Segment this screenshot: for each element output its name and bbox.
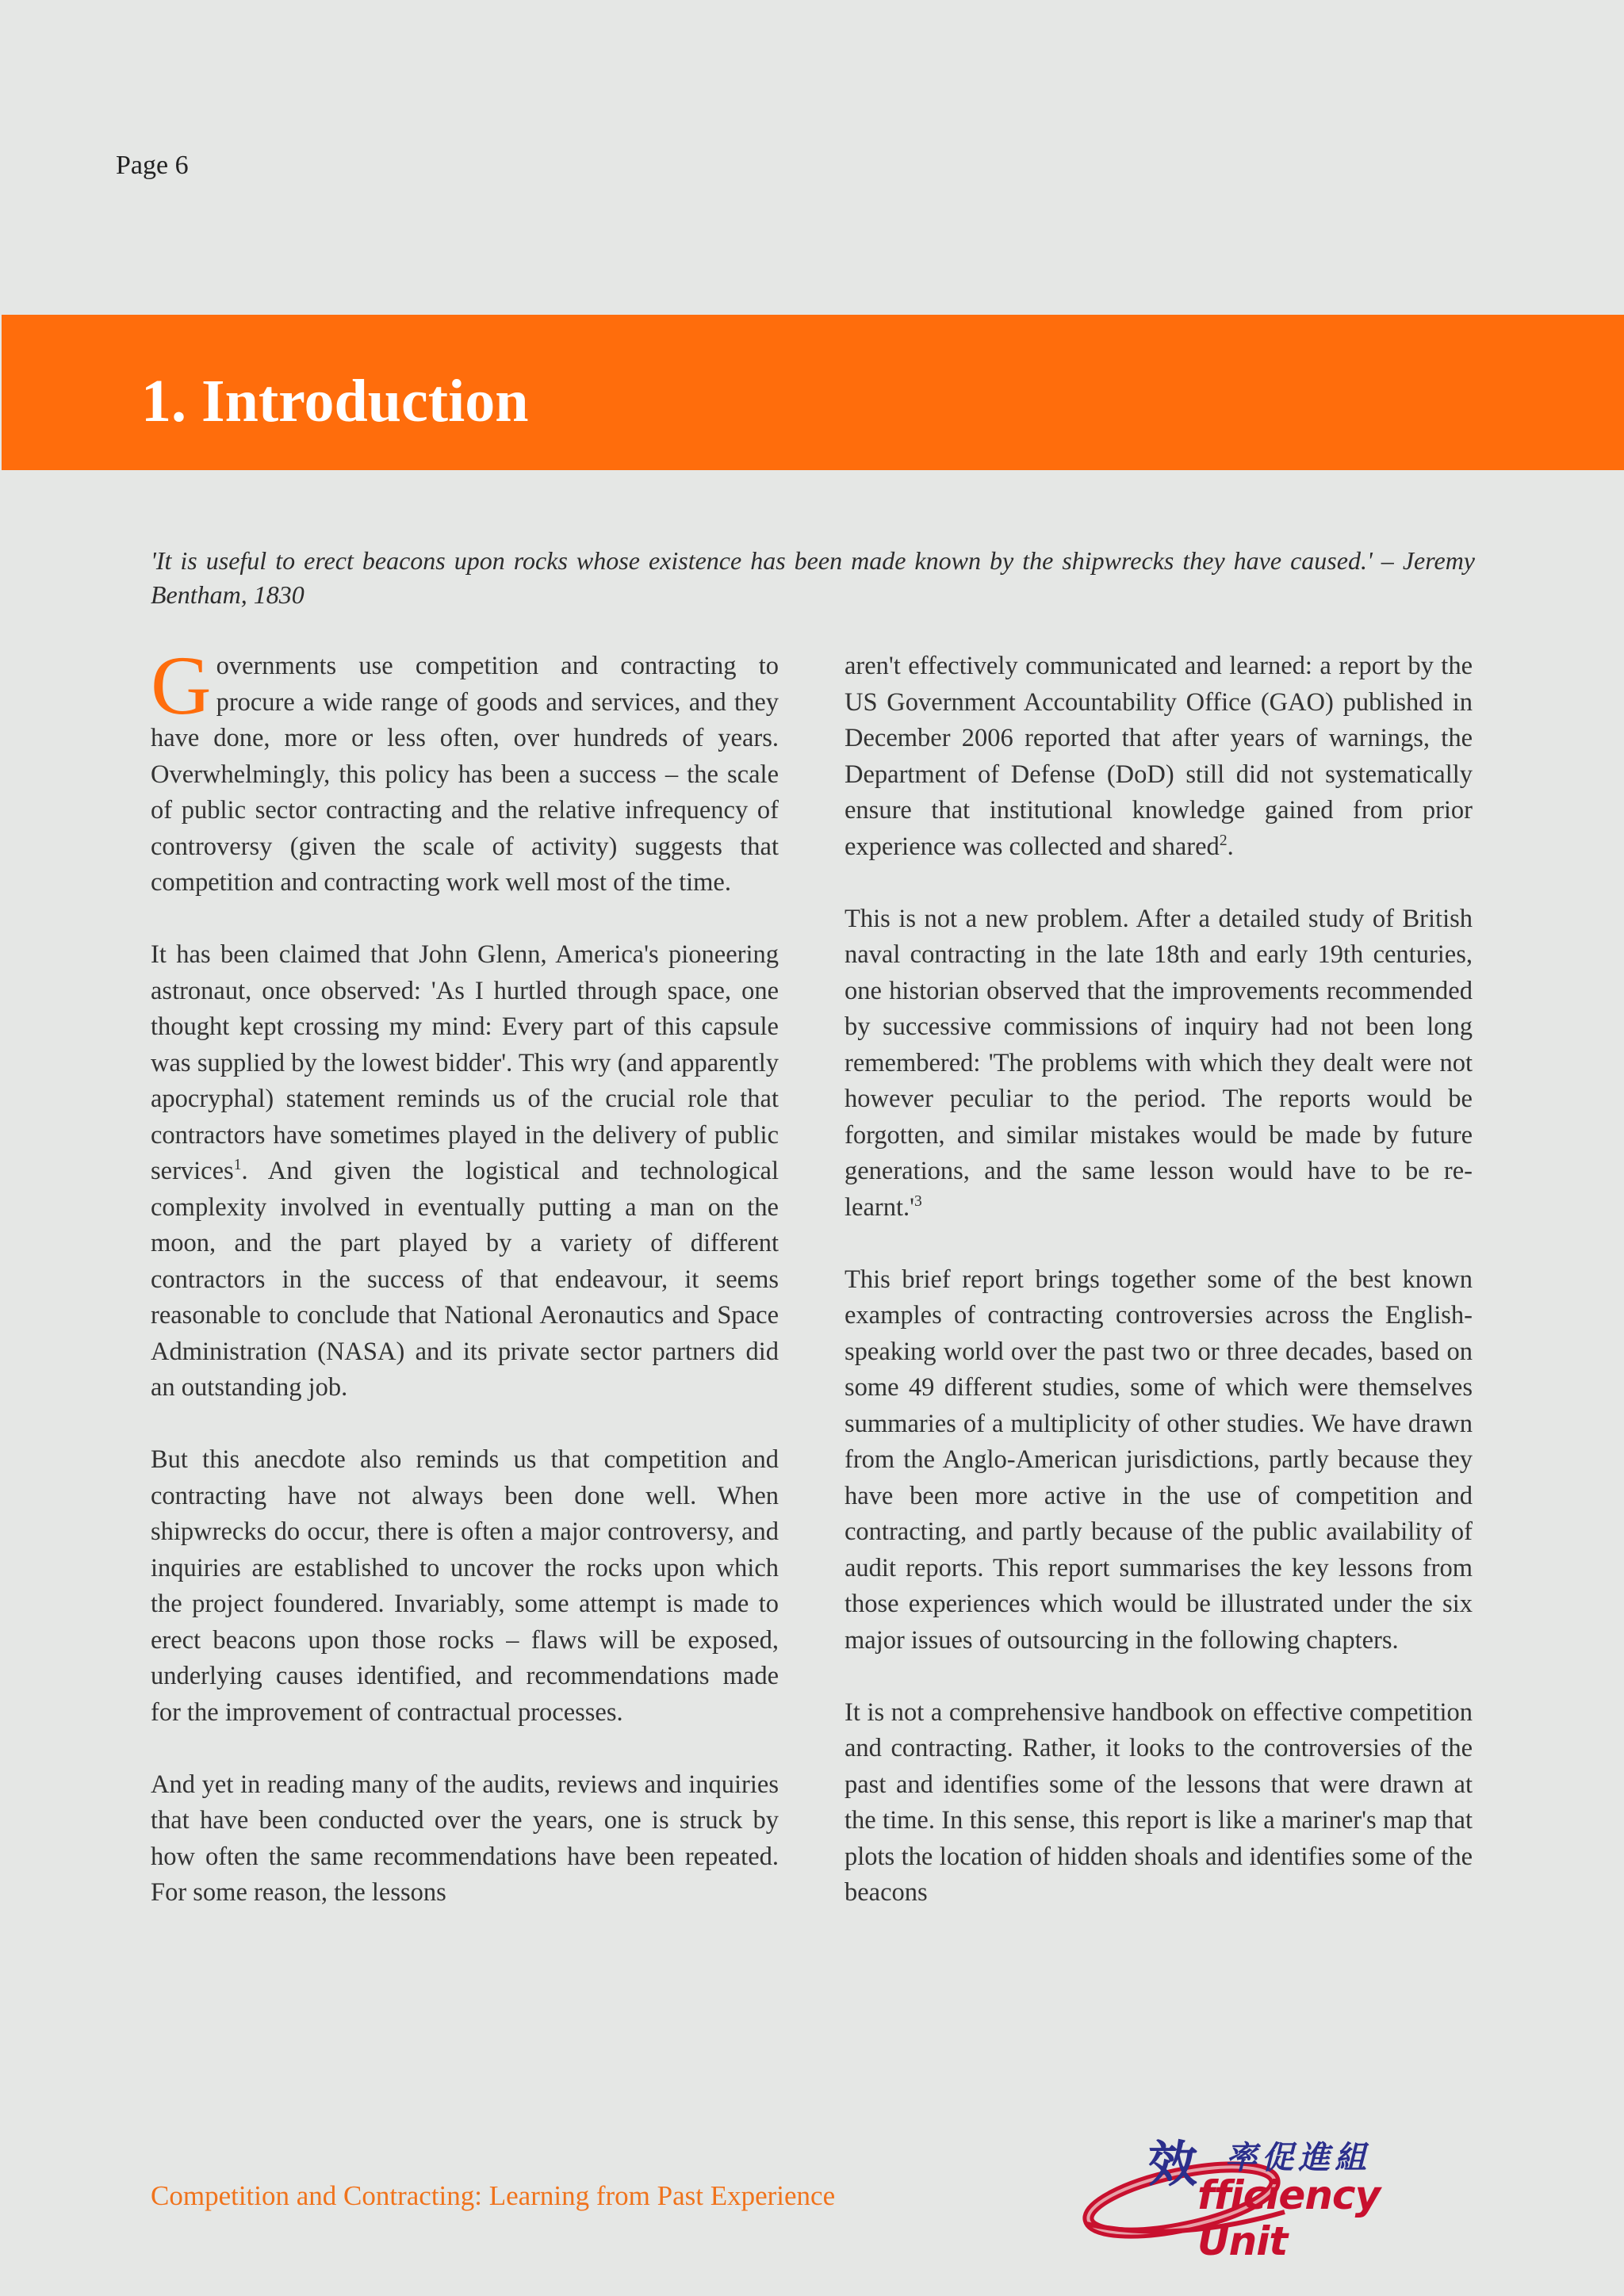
paragraph-text: This is not a new problem. After a detailed study of British naval contracting in the late 18th and early 19th centuries, one historian observed that the improvements recommended by successive commissions of inquiry had not been long remembered: 'The problems with which they dealt were not however peculiar to the period. The reports would be forgotten, and similar mistakes would be made by future generations, and the same lesson would have to be re-learnt.'	[845, 904, 1473, 1222]
paragraph	[845, 1695, 1473, 1911]
paragraph-text: But this anecdote also reminds us that competition and contracting have not always been done well. When shipwrecks do occur, there is often a major controversy, and inquiries are established to uncover the rocks upon which the project foundered. Invariably, some attempt is made to erect beacons upon those rocks – flaws will be exposed, underlying causes identified, and recommendations made for the improvement of contractual processes.	[151, 1445, 779, 1727]
paragraph	[151, 1442, 779, 1731]
paragraph-text: And yet in reading many of the audits, reviews and inquiries that have been conducted over the years, one is struck by how often the same recommendations have been repeated. For some reason, the lessons	[151, 1770, 779, 1907]
paragraph-text: It has been claimed that John Glenn, America's pioneering astronaut, once observed: 'As I hurtled through space, one thought kept crossing my mind: Every part of this capsule was supplied by the lowest bidder'. This wry (and apparently apocryphal) statement reminds us of the crucial role that contractors have sometimes played in the delivery of public services	[151, 940, 779, 1185]
logo-glyph: 效	[1148, 2135, 1198, 2193]
paragraph	[151, 1767, 779, 1911]
right-column	[845, 649, 1473, 1947]
paragraph-text: This brief report brings together some of the best known examples of contracting controversies across the English-speaking world over the past two or three decades, based on some 49 different studies, some of which were themselves summaries of a multiplicity of other studies. We have drawn from the Anglo-American jurisdictions, partly because they have been more active in the use of competition and contracting, and partly because of the public availability of audit reports. This report summarises the key lessons from those experiences which would be illustrated under the six major issues of outsourcing in the following chapters.	[845, 1265, 1473, 1655]
paragraph	[151, 937, 779, 1406]
paragraph	[845, 1262, 1473, 1659]
logo-english-text: fficiency Unit	[1197, 2172, 1381, 2264]
paragraph-text: overnments use competition and contracting to procure a wide range of goods and services, and they have done, more or less often, over hundreds of years. Overwhelmingly, this policy has been a success – the scale of public sector contracting and the relative infrequency of controversy (given the scale of activity) suggests that competition and contracting work well most of the time.	[151, 652, 779, 897]
page-number: Page 6	[116, 151, 189, 180]
paragraph	[845, 649, 1473, 865]
efficiency-unit-logo	[1063, 2125, 1475, 2264]
footer-document-title: Competition and Contracting: Learning from Past Experience	[151, 2180, 836, 2211]
paragraph-text: It is not a comprehensive handbook on effective competition and contracting. Rather, it looks to the controversies of the past and identifies some of the lessons that were drawn at the time. In this sense, this report is like a mariner's map that plots the location of hidden shoals and identifies some of the beacons	[845, 1697, 1473, 1907]
epigraph-quote: 'It is useful to erect beacons upon rocks whose existence has been made known by the shipwrecks they have caused.' – Jeremy Bentham, 1830	[151, 546, 1475, 609]
footnote-ref[interactable]: 1	[233, 1157, 242, 1174]
paragraph-text: aren't effectively communicated and learned: a report by the US Government Accountability Office (GAO) published in December 2006 reported that after years of warnings, the Department of Defense (DoD) still did not systematically ensure that institutional knowledge gained from prior experience was collected and shared	[845, 652, 1473, 861]
paragraph	[845, 901, 1473, 1226]
paragraph	[151, 639, 779, 901]
paragraph-text: .	[1227, 832, 1234, 861]
paragraph-text: . And given the logistical and technological complexity involved in eventually putting a man on the moon, and the part played by a variety of different contractors in the success of that endeavour, it seems reasonable to conclude that National Aeronautics and Space Administration (NASA) and its private sector partners did an outstanding job.	[151, 1157, 779, 1402]
footnote-ref[interactable]: 2	[1219, 832, 1228, 849]
logo-chinese-text: 率促進組	[1225, 2140, 1371, 2176]
drop-cap: G	[151, 639, 212, 732]
section-title: 1. Introduction	[141, 368, 529, 434]
left-column	[151, 639, 779, 1947]
footnote-ref[interactable]: 3	[914, 1192, 922, 1210]
